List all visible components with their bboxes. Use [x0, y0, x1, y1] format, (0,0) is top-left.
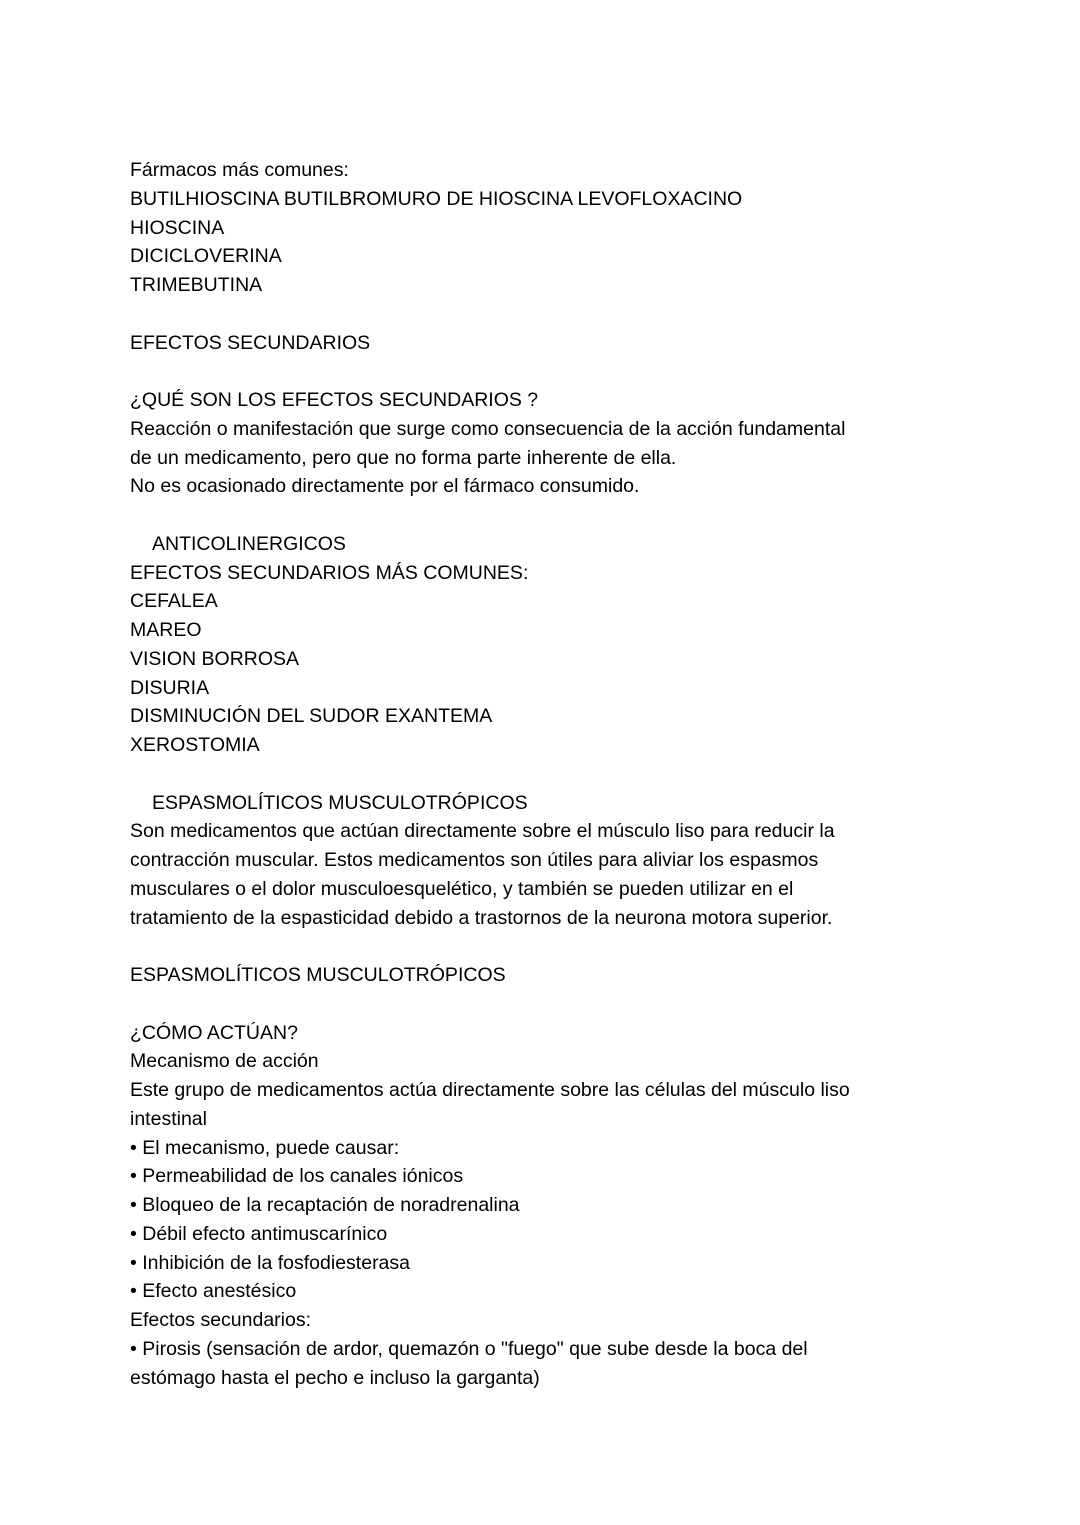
text-line: ESPASMOLÍTICOS MUSCULOTRÓPICOS: [130, 964, 506, 986]
text-line: BUTILHIOSCINA BUTILBROMURO DE HIOSCINA LEVOFLOXACINO: [130, 187, 743, 210]
text-line: Fármacos más comunes:: [130, 159, 349, 181]
text-line: HIOSCINA: [130, 216, 225, 239]
text-line: EFECTOS SECUNDARIOS MÁS COMUNES:: [130, 561, 529, 584]
text-line: Este grupo de medicamentos actúa directamente sobre las células del músculo liso: [130, 1079, 850, 1101]
text-line: ESPASMOLÍTICOS MUSCULOTRÓPICOS: [152, 791, 528, 814]
blank-line: [130, 501, 970, 530]
text-line: XEROSTOMIA: [130, 734, 260, 756]
text-line: Efectos secundarios:: [130, 1309, 312, 1331]
text-line: estómago hasta el pecho e incluso la garganta): [130, 1366, 540, 1389]
text-line: No es ocasionado directamente por el fármaco consumido.: [130, 475, 640, 498]
blank-line: [130, 932, 970, 961]
text-line: MAREO: [130, 619, 202, 641]
text-line: contracción muscular. Estos medicamentos son útiles para aliviar los espasmos: [130, 849, 819, 871]
blank-line: [130, 990, 970, 1019]
document-body: [130, 156, 970, 1392]
text-line: Mecanismo de acción: [130, 1050, 319, 1073]
blank-line: [130, 760, 970, 789]
text-line: • Inhibición de la fosfodiesterasa: [130, 1251, 410, 1274]
text-line: • Bloqueo de la recaptación de noradrenalina: [130, 1194, 520, 1216]
blank-line: [130, 300, 970, 329]
text-line: ¿QUÉ SON LOS EFECTOS SECUNDARIOS ?: [130, 389, 539, 411]
text-line: • El mecanismo, puede causar:: [130, 1136, 400, 1159]
text-line: Reacción o manifestación que surge como consecuencia de la acción fundamental: [130, 417, 846, 440]
text-line: • Efecto anestésico: [130, 1280, 297, 1303]
text-line: CEFALEA: [130, 590, 218, 613]
text-line: de un medicamento, pero que no forma parte inherente de ella.: [130, 446, 677, 469]
text-line: Son medicamentos que actúan directamente sobre el músculo liso para reducir la: [130, 820, 835, 843]
text-line: • Débil efecto antimuscarínico: [130, 1222, 388, 1245]
text-line: ¿CÓMO ACTÚAN?: [130, 1021, 298, 1044]
text-line: DISMINUCIÓN DEL SUDOR EXANTEMA: [130, 705, 493, 728]
text-line: ANTICOLINERGICOS: [152, 532, 346, 555]
text-line: DICICLOVERINA: [130, 245, 282, 268]
text-line: EFECTOS SECUNDARIOS: [130, 331, 371, 354]
text-line: • Pirosis (sensación de ardor, quemazón o "fuego" que sube desde la boca del: [130, 1337, 808, 1360]
blank-line: [130, 357, 970, 386]
text-line: TRIMEBUTINA: [130, 274, 263, 296]
text-line: intestinal: [130, 1107, 207, 1130]
text-line: • Permeabilidad de los canales iónicos: [130, 1165, 464, 1188]
text-line: musculares o el dolor musculoesquelético, y también se pueden utilizar en el: [130, 877, 794, 900]
text-line: VISION BORROSA: [130, 647, 300, 670]
text-line: DISURIA: [130, 676, 210, 699]
text-line: tratamiento de la espasticidad debido a trastornos de la neurona motora superior.: [130, 906, 833, 929]
